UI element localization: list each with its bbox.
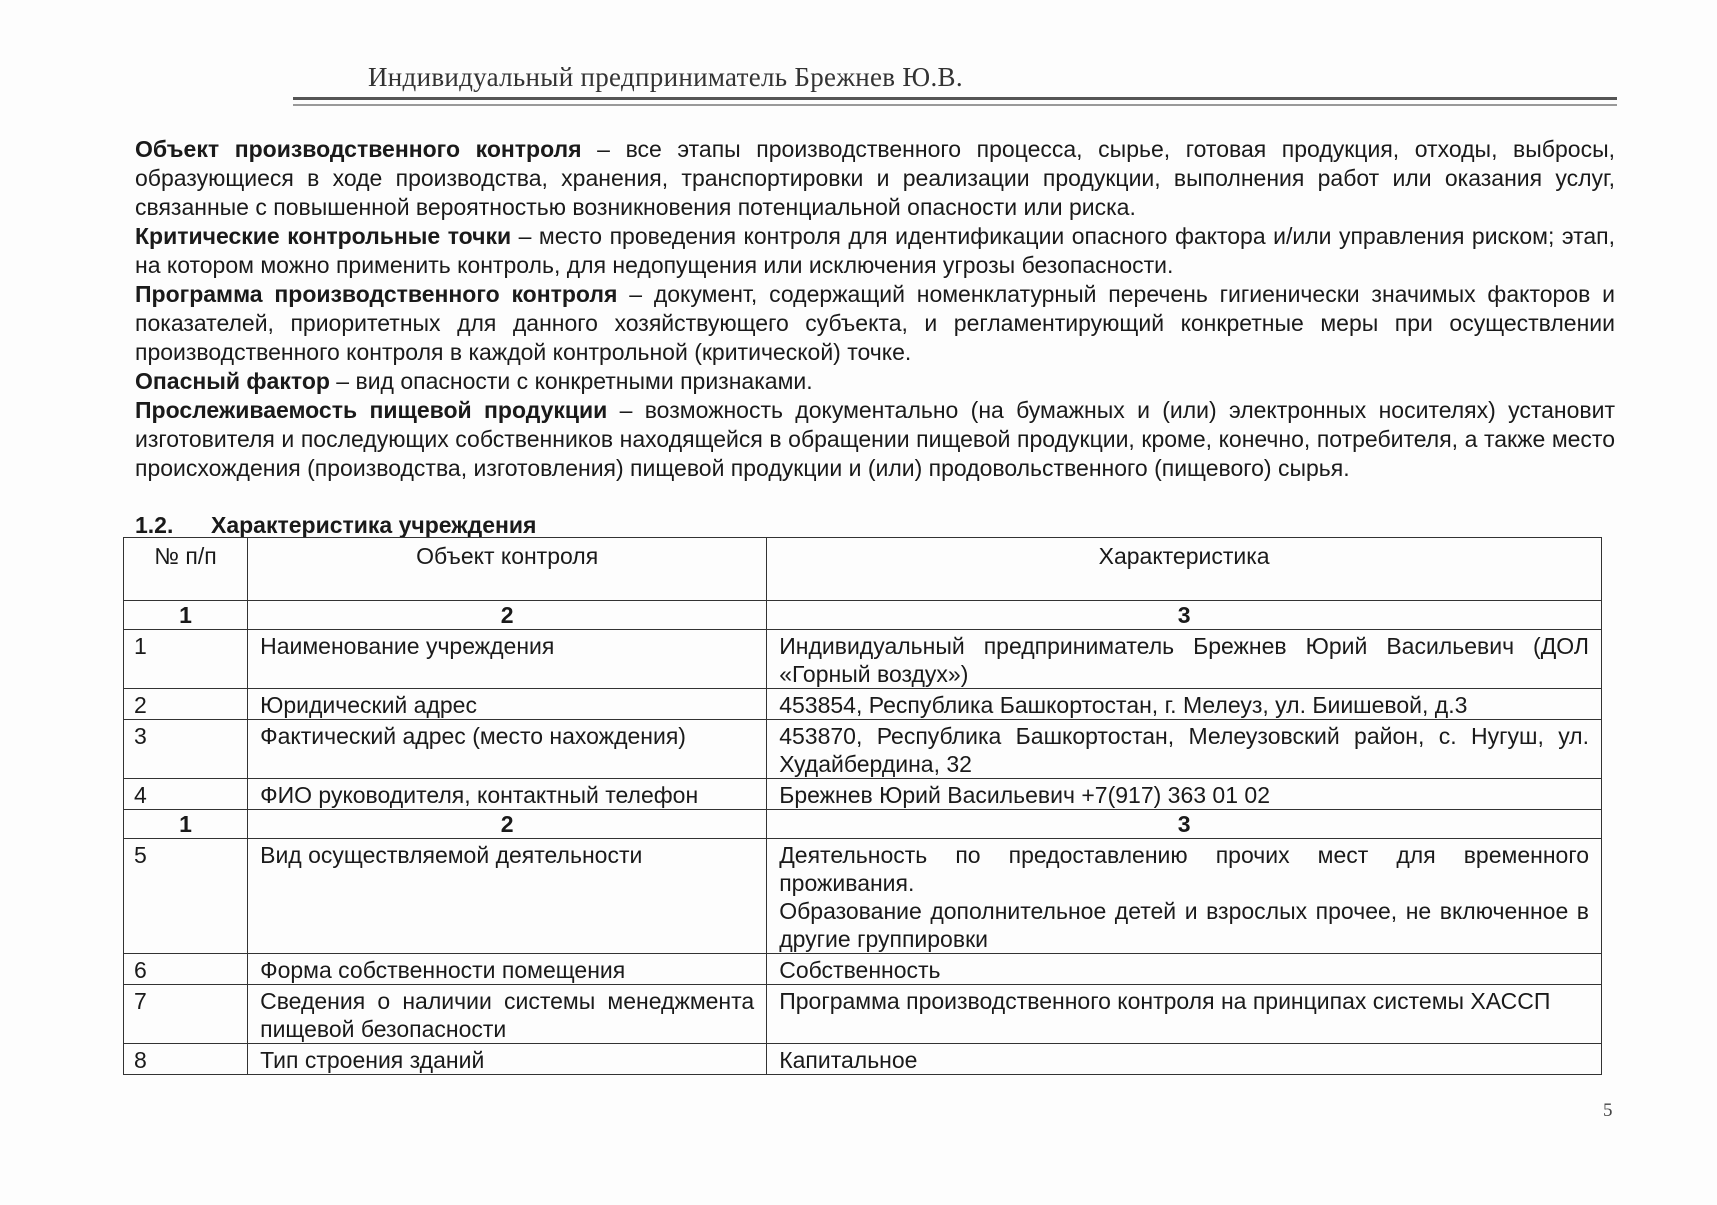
definition-term: Опасный фактор — [135, 368, 330, 394]
column-number-cell: 2 — [248, 810, 767, 839]
definition-paragraph — [135, 367, 1615, 396]
row-object-cell: Сведения о наличии системы менеджмента пищевой безопасности — [248, 985, 767, 1044]
definition-paragraph — [135, 280, 1615, 367]
definition-text: – вид опасности с конкретными признаками. — [329, 368, 813, 394]
row-value-line: Образование дополнительное детей и взрослых прочее, не включенное в другие группировки — [779, 898, 1589, 952]
row-value-cell: Индивидуальный предприниматель Брежнев Юрий Васильевич (ДОЛ «Горный воздух») — [767, 630, 1602, 689]
row-number-cell: 1 — [124, 630, 248, 689]
row-value-cell: Брежнев Юрий Васильевич +7(917) 363 01 02 — [767, 779, 1602, 810]
header-cell-number: № п/п — [124, 538, 248, 601]
row-value-cell: 453854, Республика Башкортостан, г. Мелеуз, ул. Биишевой, д.3 — [767, 689, 1602, 720]
definition-text: – все этапы производственного процесса, сырье, готовая продукция, отходы, выбросы, образующиеся в ходе производства, хранения, транспортировки и реализации продукции, выполнения работ или оказания услуг, связанные с повышенной вероятностью возникновения потенциальной опасности или риска. — [135, 136, 1615, 220]
row-number-cell: 8 — [124, 1044, 248, 1075]
column-number-row — [124, 601, 1602, 630]
row-value-cell: Собственность — [767, 954, 1602, 985]
row-value-cell: 453870, Республика Башкортостан, Мелеузовский район, с. Нугуш, ул. Худайбердина, 32 — [767, 720, 1602, 779]
definition-term: Объект производственного контроля — [135, 136, 582, 162]
header-divider — [293, 97, 1617, 106]
definition-term: Критические контрольные точки — [135, 223, 512, 249]
column-number-cell: 2 — [248, 601, 767, 630]
definition-text: – документ, содержащий номенклатурный перечень гигиенически значимых факторов и показателей, приоритетных для данного хозяйствующего субъекта, и регламентирующий конкретные меры при осуществлении производственного контроля в каждой контрольной (критической) точке. — [135, 281, 1615, 365]
table-row — [124, 689, 1602, 720]
row-object-cell: Форма собственности помещения — [248, 954, 767, 985]
row-object-cell: Наименование учреждения — [248, 630, 767, 689]
row-object-cell: Вид осуществляемой деятельности — [248, 839, 767, 954]
row-object-cell: Тип строения зданий — [248, 1044, 767, 1075]
column-number-cell: 3 — [767, 810, 1602, 839]
table-row — [124, 630, 1602, 689]
row-object-cell: Фактический адрес (место нахождения) — [248, 720, 767, 779]
table-row — [124, 779, 1602, 810]
table-row — [124, 720, 1602, 779]
row-number-cell: 6 — [124, 954, 248, 985]
row-number-cell: 3 — [124, 720, 248, 779]
characteristics-table — [123, 537, 1602, 1075]
section-heading — [135, 512, 536, 538]
definition-term: Прослеживаемость пищевой продукции — [135, 397, 608, 423]
row-value-cell: Программа производственного контроля на принципах системы ХАССП — [767, 985, 1602, 1044]
row-number-cell: 2 — [124, 689, 248, 720]
definition-paragraph — [135, 222, 1615, 280]
definition-term: Программа производственного контроля — [135, 281, 618, 307]
row-number-cell: 5 — [124, 839, 248, 954]
column-number-cell: 1 — [124, 601, 248, 630]
definition-paragraph — [135, 396, 1615, 483]
row-object-cell: ФИО руководителя, контактный телефон — [248, 779, 767, 810]
table-row — [124, 839, 1602, 954]
header-cell-object: Объект контроля — [248, 538, 767, 601]
row-number-cell: 4 — [124, 779, 248, 810]
header-cell-characteristic: Характеристика — [767, 538, 1602, 601]
definition-text: – место проведения контроля для идентификации опасного фактора и/или управления риском; этап, на котором можно применить контроль, для недопущения или исключения угрозы безопасности. — [135, 223, 1615, 278]
section-title: Характеристика учреждения — [211, 512, 537, 538]
row-object-cell: Юридический адрес — [248, 689, 767, 720]
column-number-row — [124, 810, 1602, 839]
column-number-cell: 3 — [767, 601, 1602, 630]
section-number: 1.2. — [135, 512, 174, 538]
definitions-block — [135, 135, 1615, 483]
row-value-cell: Капитальное — [767, 1044, 1602, 1075]
document-header-title: Индивидуальный предприниматель Брежнев Ю.В. — [368, 62, 963, 92]
table-header-row — [124, 538, 1602, 601]
row-number-cell: 7 — [124, 985, 248, 1044]
table-row — [124, 985, 1602, 1044]
definition-text: – возможность документально (на бумажных и (или) электронных носителях) установит изготовителя и последующих собственников находящейся в обращении пищевой продукции, кроме, конечно, потребителя, а также место происхождения (производства, изготовления) пищевой продукции и (или) продовольственного (пищевого) сырья. — [135, 397, 1615, 481]
row-value-line: Деятельность по предоставлению прочих мест для временного проживания. — [779, 842, 1589, 896]
definition-paragraph — [135, 135, 1615, 222]
table-row — [124, 954, 1602, 985]
column-number-cell: 1 — [124, 810, 248, 839]
row-value-cell — [767, 839, 1602, 954]
page-number: 5 — [1603, 1100, 1613, 1121]
table-row — [124, 1044, 1602, 1075]
